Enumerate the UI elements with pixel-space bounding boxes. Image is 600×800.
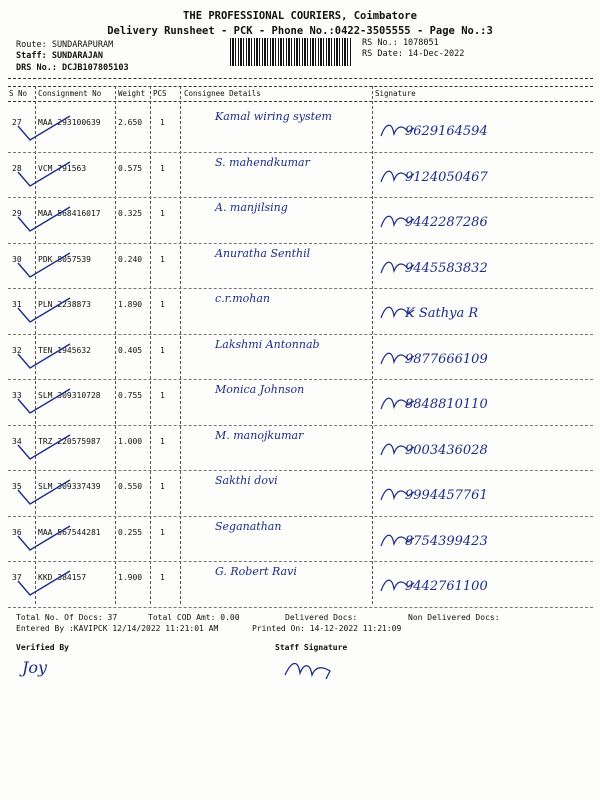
table-row bbox=[0, 427, 600, 463]
row-sno: 29 bbox=[12, 209, 22, 218]
row-sno: 31 bbox=[12, 300, 22, 309]
delivered-check-icon bbox=[14, 296, 74, 326]
row-sno: 35 bbox=[12, 482, 22, 491]
runsheet-title: Delivery Runsheet - PCK - Phone No.:0422-3505555 - Page No.:3 bbox=[107, 25, 493, 37]
signature-scribble bbox=[378, 528, 418, 554]
table-row bbox=[0, 154, 600, 190]
row-consignment: VCM 791563 bbox=[38, 163, 87, 173]
col-consignee: Consignee Details bbox=[184, 89, 261, 98]
row-weight: 0.405 bbox=[118, 345, 143, 355]
staff-signature-label: Staff Signature bbox=[275, 643, 348, 652]
delivered-check-icon bbox=[14, 251, 74, 281]
printed-on: Printed On: 14-12-2022 11:21:09 bbox=[252, 624, 402, 633]
signature-scribble bbox=[378, 209, 418, 235]
row-consignment: MAA 567544281 bbox=[38, 527, 101, 537]
row-consignment: PDK 8057539 bbox=[38, 254, 91, 264]
row-pcs: 1 bbox=[160, 391, 165, 400]
row-pcs: 1 bbox=[160, 163, 165, 173]
signature-scribble bbox=[378, 437, 418, 463]
table-row bbox=[0, 199, 600, 235]
top-divider bbox=[8, 78, 593, 79]
row-weight: 0.575 bbox=[118, 163, 143, 173]
row-sno: 33 bbox=[12, 391, 22, 400]
row-signature-phone: K Sathya R bbox=[405, 306, 479, 321]
table-row bbox=[0, 336, 600, 372]
row-weight: 1.890 bbox=[118, 300, 143, 309]
row-weight: 0.255 bbox=[118, 527, 143, 537]
row-pcs: 1 bbox=[160, 345, 165, 355]
row-consignment: PLN 2238873 bbox=[38, 300, 91, 309]
route-label: Route: SUNDARAPURAM bbox=[16, 40, 114, 50]
non-delivered-docs: Non Delivered Docs: bbox=[408, 613, 500, 622]
row-consignee-name: Kamal wiring system bbox=[215, 110, 332, 123]
table-row bbox=[0, 472, 600, 508]
row-sno: 30 bbox=[12, 254, 22, 264]
row-consignment: KKD 384157 bbox=[38, 573, 87, 582]
delivered-check-icon bbox=[14, 114, 74, 144]
signature-scribble bbox=[378, 300, 418, 326]
signature-scribble bbox=[378, 482, 418, 508]
signature-scribble bbox=[378, 573, 418, 599]
delivered-check-icon bbox=[14, 342, 74, 372]
delivered-check-icon bbox=[14, 478, 74, 508]
delivered-check-icon bbox=[14, 387, 74, 417]
row-sno: 34 bbox=[12, 436, 22, 446]
delivered-check-icon bbox=[14, 569, 74, 599]
row-consignee-name: Lakshmi Antonnab bbox=[215, 337, 320, 351]
row-signature-phone: 9445583832 bbox=[405, 260, 488, 276]
row-sno: 28 bbox=[12, 163, 22, 173]
row-divider bbox=[8, 561, 593, 562]
delivered-check-icon bbox=[14, 524, 74, 554]
table-row bbox=[0, 381, 600, 417]
row-weight: 1.900 bbox=[118, 573, 143, 582]
row-weight: 2.650 bbox=[118, 118, 143, 127]
drs-label: DRS No.: DCJB107805103 bbox=[16, 63, 129, 73]
row-pcs: 1 bbox=[160, 300, 165, 309]
signature-scribble bbox=[378, 255, 418, 281]
row-signature-phone: 9124050467 bbox=[405, 169, 488, 185]
row-sno: 37 bbox=[12, 573, 22, 582]
col-weight: Weight bbox=[118, 89, 146, 98]
col-pcs: PCS bbox=[153, 89, 167, 98]
row-divider bbox=[8, 470, 593, 471]
entered-by: Entered By :KAVIPCK 12/14/2022 11:21:01 AM bbox=[16, 624, 219, 633]
row-signature-phone: 9994457761 bbox=[405, 488, 488, 503]
col-consignment: Consignment No bbox=[38, 89, 102, 98]
row-signature-phone: 8754399423 bbox=[405, 533, 488, 549]
table-row bbox=[0, 563, 600, 599]
row-consignee-name: Anuratha Senthil bbox=[215, 246, 311, 260]
signature-scribble bbox=[378, 391, 418, 417]
row-weight: 1.000 bbox=[118, 436, 143, 446]
row-signature-phone: 9629164594 bbox=[405, 124, 488, 139]
row-weight: 0.240 bbox=[118, 254, 143, 264]
row-pcs: 1 bbox=[160, 118, 165, 127]
signature-scribble bbox=[378, 164, 418, 190]
row-pcs: 1 bbox=[160, 436, 165, 446]
verified-by-label: Verified By bbox=[16, 643, 69, 652]
row-divider bbox=[8, 607, 593, 608]
row-divider bbox=[8, 425, 593, 426]
row-divider bbox=[8, 243, 593, 244]
row-pcs: 1 bbox=[160, 254, 165, 264]
row-pcs: 1 bbox=[160, 573, 165, 582]
row-divider bbox=[8, 152, 593, 153]
row-consignment: TRZ 220575987 bbox=[38, 436, 101, 446]
row-consignee-name: S. mahendkumar bbox=[215, 155, 310, 169]
table-row bbox=[0, 518, 600, 554]
table-row bbox=[0, 108, 600, 144]
total-docs: Total No. Of Docs: 37 bbox=[16, 613, 118, 622]
row-signature-phone: 9442287286 bbox=[405, 215, 488, 230]
row-consignee-name: Sakthi dovi bbox=[215, 474, 278, 487]
cod-amount: Total COD Amt: 0.00 bbox=[148, 613, 240, 622]
row-consignment: SLM 309337439 bbox=[38, 482, 101, 491]
row-divider bbox=[8, 197, 593, 198]
row-sno: 36 bbox=[12, 527, 22, 537]
row-sno: 32 bbox=[12, 345, 22, 355]
row-consignee-name: M. manojkumar bbox=[215, 428, 304, 442]
row-signature-phone: 9003436028 bbox=[405, 442, 488, 458]
row-consignee-name: A. manjilsing bbox=[215, 201, 288, 214]
signature-scribble bbox=[378, 346, 418, 372]
col-sno: S No bbox=[9, 89, 28, 98]
row-weight: 0.325 bbox=[118, 209, 143, 218]
row-signature-phone: 9877666109 bbox=[405, 351, 488, 367]
rs-number: RS No.: 1078051 bbox=[362, 38, 439, 48]
row-consignee-name: Monica Johnson bbox=[215, 383, 305, 396]
row-consignment: SLM 309310728 bbox=[38, 391, 101, 400]
row-consignment: MAA 293100639 bbox=[38, 118, 101, 127]
delivered-check-icon bbox=[14, 160, 74, 190]
delivered-check-icon bbox=[14, 433, 74, 463]
row-sno: 27 bbox=[12, 118, 22, 127]
row-pcs: 1 bbox=[160, 527, 165, 537]
row-consignment: TEN 1945632 bbox=[38, 345, 91, 355]
row-weight: 0.550 bbox=[118, 482, 143, 491]
row-pcs: 1 bbox=[160, 482, 165, 491]
signature-scribble bbox=[378, 118, 418, 144]
row-divider bbox=[8, 288, 593, 289]
verifier-signature: Joy bbox=[22, 658, 48, 677]
row-divider bbox=[8, 516, 593, 517]
header-top-divider bbox=[8, 86, 593, 87]
rs-date: RS Date: 14-Dec-2022 bbox=[362, 49, 465, 59]
barcode bbox=[230, 38, 352, 66]
col-signature: Signature bbox=[375, 89, 416, 98]
row-consignment: MAA 568416017 bbox=[38, 209, 101, 218]
company-title: THE PROFESSIONAL COURIERS, Coimbatore bbox=[183, 10, 417, 22]
row-consignee-name: G. Robert Ravi bbox=[215, 565, 297, 578]
delivered-check-icon bbox=[14, 205, 74, 235]
staff-signature-mark bbox=[280, 655, 340, 685]
header-bottom-divider bbox=[8, 101, 593, 102]
row-signature-phone: 8848810110 bbox=[405, 397, 488, 412]
row-divider bbox=[8, 334, 593, 335]
row-signature-phone: 9442761100 bbox=[405, 579, 488, 594]
table-row bbox=[0, 245, 600, 281]
row-weight: 0.755 bbox=[118, 391, 143, 400]
row-pcs: 1 bbox=[160, 209, 165, 218]
row-consignee-name: c.r.mohan bbox=[215, 292, 270, 305]
delivered-docs: Delivered Docs: bbox=[285, 613, 358, 622]
row-divider bbox=[8, 379, 593, 380]
row-consignee-name: Seganathan bbox=[215, 519, 282, 533]
staff-label: Staff: SUNDARAJAN bbox=[16, 51, 103, 61]
table-row bbox=[0, 290, 600, 326]
